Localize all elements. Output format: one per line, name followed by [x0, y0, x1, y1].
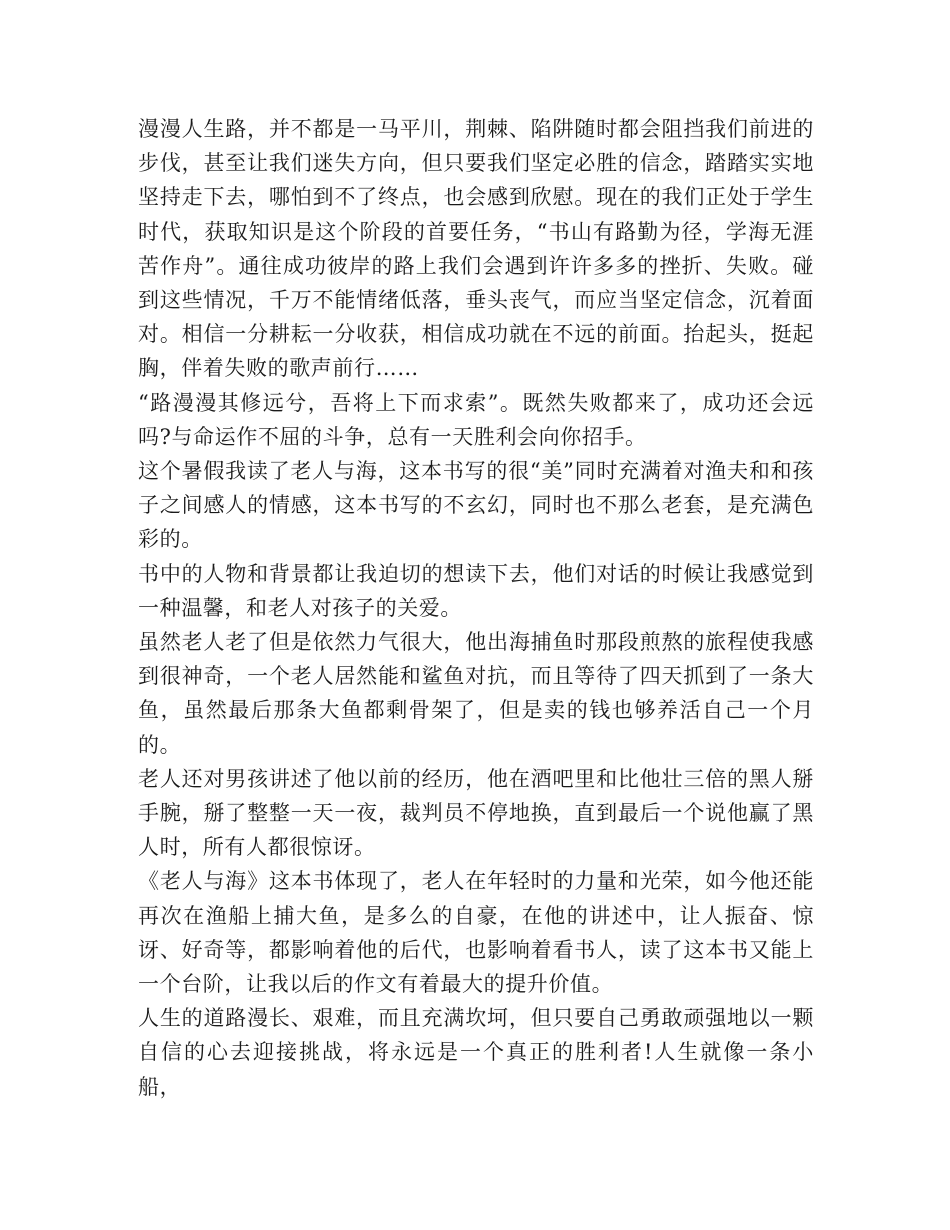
paragraph-2: “路漫漫其修远兮，吾将上下而求索”。既然失败都来了，成功还会远吗?与命运作不屈的斗争，总有一天胜利会向你招手。 — [138, 390, 814, 449]
paragraph-4: 书中的人物和背景都让我迫切的想读下去，他们对话的时候让我感觉到一种温馨，和老人对孩子的关爱。 — [138, 561, 814, 620]
paragraph-3: 这个暑假我读了老人与海，这本书写的很“美”同时充满着对渔夫和和孩子之间感人的情感，这本书写的不玄幻，同时也不那么老套，是充满色彩的。 — [138, 459, 814, 552]
paragraph-7: 《老人与海》这本书体现了，老人在年轻时的力量和光荣，如今他还能再次在渔船上捕大鱼，是多么的自豪，在他的讲述中，让人振奋、惊讶、好奇等，都影响着他的后代，也影响着看书人，读了这本书又能上一个台阶，让我以后的作文有着最大的提升价值。 — [138, 869, 814, 997]
paragraph-5: 虽然老人老了但是依然力气很大，他出海捕鱼时那段煎熬的旅程使我感到很神奇，一个老人居然能和鲨鱼对抗，而且等待了四天抓到了一条大鱼，虽然最后那条大鱼都剩骨架了，但是卖的钱也够养活自己一个月的。 — [138, 630, 814, 757]
paragraph-8: 人生的道路漫长、艰难，而且充满坎坷，但只要自己勇敢顽强地以一颗自信的心去迎接挑战，将永远是一个真正的胜利者!人生就像一条小船， — [138, 1006, 814, 1099]
paragraph-6: 老人还对男孩讲述了他以前的经历，他在酒吧里和比他壮三倍的黑人掰手腕，掰了整整一天一夜，裁判员不停地换，直到最后一个说他赢了黑人时，所有人都很惊讶。 — [138, 766, 814, 860]
document-page — [138, 112, 814, 1104]
paragraph-1: 漫漫人生路，并不都是一马平川，荆棘、陷阱随时都会阻挡我们前进的步伐，甚至让我们迷失方向，但只要我们坚定必胜的信念，踏踏实实地坚持走下去，哪怕到不了终点，也会感到欣慰。现在的我们正处于学生时代，获取知识是这个阶段的首要任务，“书山有路勤为径，学海无涯苦作舟”。通往成功彼岸的路上我们会遇到许许多多的挫折、失败。碰到这些情况，千万不能情绪低落，垂头丧气，而应当坚定信念，沉着面对。相信一分耕耘一分收获，相信成功就在不远的前面。抬起头，挺起胸，伴着失败的歌声前行…… — [138, 117, 814, 381]
